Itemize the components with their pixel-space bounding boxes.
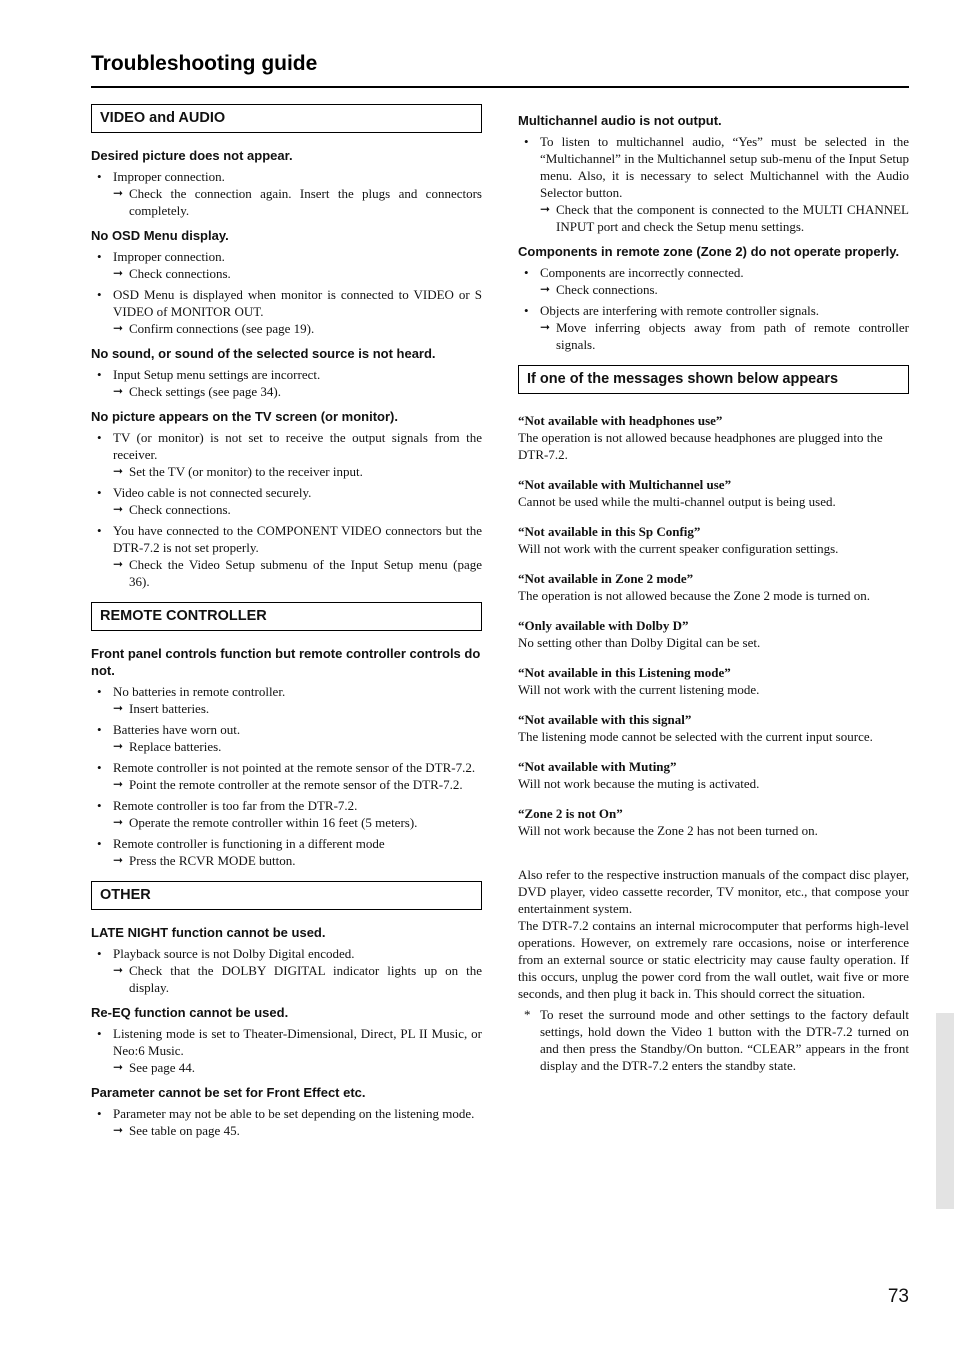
cause-text: Listening mode is set to Theater-Dimensional, Direct, PL II Music, or Neo:6 Music. xyxy=(113,1026,482,1058)
solution-text: See table on page 45. xyxy=(129,1123,240,1138)
message-title: “Only available with Dolby D” xyxy=(518,618,689,633)
cause-text: To listen to multichannel audio, “Yes” must be selected in the “Multichannel” in the Multichannel setup sub-menu of the Input Setup menu. Also, it is necessary to select Multichannel with the Audio Selector button. xyxy=(540,134,909,200)
cause-item: • Improper connection. ➞ Check the connection again. Insert the plugs and connectors completely. xyxy=(97,169,482,218)
arrow-right-icon: ➞ xyxy=(113,1060,124,1074)
solution xyxy=(113,501,482,518)
cause-text: Video cable is not connected securely. xyxy=(113,485,312,500)
message-title: “Not available in Zone 2 mode” xyxy=(518,571,694,586)
info-paragraph: The DTR-7.2 contains an internal microcomputer that performs high-level operations. However, on extremely rare occasions, noise or interference from an external source or static electricity may cause faulty operation. If this occurs, unplug the power cord from the wall outlet, wait five or more seconds, and then plug it back in. This should correct the situation. xyxy=(518,918,909,1001)
arrow-right-icon: ➞ xyxy=(113,502,124,516)
solution xyxy=(113,700,482,717)
solution-text: Operate the remote controller within 16 feet (5 meters). xyxy=(129,815,418,830)
solution-text: Replace batteries. xyxy=(129,739,222,754)
solution-text: Point the remote controller at the remote sensor of the DTR-7.2. xyxy=(129,777,463,792)
message-title: “Not available in this Listening mode” xyxy=(518,665,731,680)
problem-title: Components in remote zone (Zone 2) do not operate properly. xyxy=(518,244,900,259)
message-title: “Not available with Multichannel use” xyxy=(518,477,732,492)
solution xyxy=(113,776,482,793)
solution xyxy=(113,1059,482,1076)
cause-text: Improper connection. xyxy=(113,169,225,184)
solution-text: Check settings (see page 34). xyxy=(129,384,281,399)
problem-title: Re-EQ function cannot be used. xyxy=(91,1005,289,1020)
cause-item: • To listen to multichannel audio, “Yes” must be selected in the “Multichannel” in the Multichannel setup sub-menu of the Input Setup menu. Also, it is necessary to select Multichannel with the Audio Selector button. ➞ Check that the component is connected to the MULTI CHANNEL INPUT port and check the Setup menu settings. xyxy=(524,134,909,234)
cause-item: • Remote controller is too far from the DTR-7.2. ➞ Operate the remote controller within 16 feet (5 meters). xyxy=(91,797,482,831)
section-heading-remote-controller: REMOTE CONTROLLER xyxy=(91,602,482,631)
solution xyxy=(113,556,482,590)
section-heading-video-audio: VIDEO and AUDIO xyxy=(91,104,482,133)
message-item xyxy=(518,570,909,604)
arrow-right-icon: ➞ xyxy=(113,464,124,478)
solution xyxy=(113,738,482,755)
message-item xyxy=(518,711,909,745)
arrow-right-icon: ➞ xyxy=(113,1123,124,1137)
message-item xyxy=(518,617,909,651)
solution-text: See page 44. xyxy=(129,1060,196,1075)
left-column xyxy=(91,104,482,1143)
cause-item: • Remote controller is functioning in a different mode ➞ Press the RCVR MODE button. xyxy=(91,835,482,869)
arrow-right-icon: ➞ xyxy=(113,853,124,867)
arrow-right-icon: ➞ xyxy=(540,320,551,334)
message-item xyxy=(518,758,909,792)
solution-text: Insert batteries. xyxy=(129,701,210,716)
title-rule xyxy=(91,86,909,88)
solution xyxy=(113,1122,482,1139)
cause-item: • Parameter may not be able to be set depending on the listening mode. ➞ See table on page 45. xyxy=(91,1105,482,1139)
cause-text: OSD Menu is displayed when monitor is connected to VIDEO or S VIDEO of MONITOR OUT. xyxy=(113,287,482,319)
cause-item: • Input Setup menu settings are incorrect. ➞ Check settings (see page 34). xyxy=(91,366,482,400)
problem-title: No picture appears on the TV screen (or monitor). xyxy=(91,409,398,424)
cause-text: Remote controller is not pointed at the remote sensor of the DTR-7.2. xyxy=(113,760,476,775)
cause-text: TV (or monitor) is not set to receive the output signals from the receiver. xyxy=(113,430,482,462)
solution-text: Check connections. xyxy=(129,502,231,517)
cause-item: • Objects are interfering with remote controller signals. ➞ Move inferring objects away from path of remote controller signals. xyxy=(524,303,909,352)
message-desc: The operation is not allowed because the Zone 2 mode is turned on. xyxy=(518,588,870,603)
message-list xyxy=(518,412,909,839)
cause-text: Parameter may not be able to be set depending on the listening mode. xyxy=(113,1106,475,1121)
cause-text: Objects are interfering with remote controller signals. xyxy=(540,303,820,318)
asterisk-icon: * xyxy=(524,1007,531,1022)
cause-item: • You have connected to the COMPONENT VIDEO connectors but the DTR-7.2 is not set properly. ➞ Check the Video Setup submenu of the Input Setup menu (page 36). xyxy=(97,523,482,589)
solution xyxy=(540,319,909,353)
problem-title: Parameter cannot be set for Front Effect etc. xyxy=(91,1085,366,1100)
cause-item: • Components are incorrectly connected. ➞ Check connections. xyxy=(518,264,909,298)
message-title: “Not available with this signal” xyxy=(518,712,692,727)
arrow-right-icon: ➞ xyxy=(113,739,124,753)
solution xyxy=(540,281,909,298)
solution-text: Check that the component is connected to the MULTI CHANNEL INPUT port and check the Setup menu settings. xyxy=(556,202,909,234)
page-title: Troubleshooting guide xyxy=(91,52,318,75)
message-desc: Will not work because the muting is activated. xyxy=(518,776,760,791)
message-title: “Not available in this Sp Config” xyxy=(518,524,701,539)
right-column xyxy=(518,104,909,1074)
message-desc: Will not work because the Zone 2 has not been turned on. xyxy=(518,823,818,838)
cause-item: • Batteries have worn out. ➞ Replace batteries. xyxy=(91,721,482,755)
problem-title: No OSD Menu display. xyxy=(91,228,229,243)
problem-title: Desired picture does not appear. xyxy=(91,148,293,163)
arrow-right-icon: ➞ xyxy=(113,701,124,715)
solution xyxy=(113,814,482,831)
arrow-right-icon: ➞ xyxy=(113,777,124,791)
message-title: “Not available with Muting” xyxy=(518,759,677,774)
message-title: “Not available with headphones use” xyxy=(518,413,723,428)
cause-text: Remote controller is too far from the DTR-7.2. xyxy=(113,798,358,813)
message-desc: Will not work with the current speaker configuration settings. xyxy=(518,541,839,556)
message-item xyxy=(518,476,909,510)
solution xyxy=(113,463,482,480)
problem-title: Multichannel audio is not output. xyxy=(518,113,722,128)
cause-item: • Improper connection. ➞ Check connections. xyxy=(91,248,482,282)
cause-text: Improper connection. xyxy=(113,249,225,264)
cause-item: • Remote controller is not pointed at the remote sensor of the DTR-7.2. ➞ Point the remote controller at the remote sensor of the DTR-7.2. xyxy=(91,759,482,793)
solution xyxy=(113,852,482,869)
cause-item: • OSD Menu is displayed when monitor is connected to VIDEO or S VIDEO of MONITOR OUT. ➞ Confirm connections (see page 19). xyxy=(97,287,482,336)
cause-item: • Video cable is not connected securely. ➞ Check connections. xyxy=(91,484,482,518)
cause-item: • Listening mode is set to Theater-Dimensional, Direct, PL II Music, or Neo:6 Music. ➞ See page 44. xyxy=(97,1026,482,1075)
message-item xyxy=(518,523,909,557)
solution-text: Check connections. xyxy=(129,266,231,281)
message-item xyxy=(518,805,909,839)
message-desc: The listening mode cannot be selected with the current input source. xyxy=(518,729,873,744)
cause-text: Remote controller is functioning in a different mode xyxy=(113,836,385,851)
arrow-right-icon: ➞ xyxy=(113,557,124,571)
solution-text: Press the RCVR MODE button. xyxy=(129,853,296,868)
solution xyxy=(113,265,482,282)
page-edge-tab xyxy=(936,1013,954,1209)
cause-text: Playback source is not Dolby Digital encoded. xyxy=(113,946,355,961)
cause-text: Input Setup menu settings are incorrect. xyxy=(113,367,321,382)
message-item xyxy=(518,664,909,698)
arrow-right-icon: ➞ xyxy=(113,266,124,280)
solution xyxy=(540,201,909,235)
section-heading-other: OTHER xyxy=(91,881,482,910)
solution xyxy=(113,962,482,996)
solution-text: Move inferring objects away from path of remote controller signals. xyxy=(556,320,909,352)
problem-title: No sound, or sound of the selected source is not heard. xyxy=(91,346,436,361)
message-desc: No setting other than Dolby Digital can be set. xyxy=(518,635,761,650)
message-item xyxy=(518,412,909,463)
cause-text: You have connected to the COMPONENT VIDEO connectors but the DTR-7.2 is not set properly. xyxy=(113,523,482,555)
message-desc: Will not work with the current listening mode. xyxy=(518,682,760,697)
solution-text: Check the Video Setup submenu of the Input Setup menu (page 36). xyxy=(129,557,482,589)
arrow-right-icon: ➞ xyxy=(113,815,124,829)
cause-text: No batteries in remote controller. xyxy=(113,684,286,699)
problem-title: Front panel controls function but remote controller controls do not. xyxy=(91,646,481,678)
arrow-right-icon: ➞ xyxy=(540,282,551,296)
arrow-right-icon: ➞ xyxy=(113,321,124,335)
problem-title: LATE NIGHT function cannot be used. xyxy=(91,925,326,940)
arrow-right-icon: ➞ xyxy=(113,186,124,200)
solution xyxy=(113,185,482,219)
page-number: 73 xyxy=(887,1286,909,1307)
arrow-right-icon: ➞ xyxy=(113,963,124,977)
cause-text: Components are incorrectly connected. xyxy=(540,265,744,280)
solution xyxy=(113,320,482,337)
message-desc: The operation is not allowed because headphones are plugged into the DTR-7.2. xyxy=(518,430,883,462)
note-text: To reset the surround mode and other settings to the factory default settings, hold down the Video 1 button with the DTR-7.2 turned on and then press the Standby/On button. “CLEAR” appears in the front display and the DTR-7.2 enters the standby state. xyxy=(540,1007,909,1073)
info-paragraph: Also refer to the respective instruction manuals of the compact disc player, DVD player, video cassette recorder, TV monitor, etc., that compose your entertainment system. xyxy=(518,867,909,916)
cause-item: • Playback source is not Dolby Digital encoded. ➞ Check that the DOLBY DIGITAL indicator lights up on the display. xyxy=(97,946,482,995)
cause-text: Batteries have worn out. xyxy=(113,722,241,737)
solution-text: Set the TV (or monitor) to the receiver input. xyxy=(129,464,363,479)
message-desc: Cannot be used while the multi-channel output is being used. xyxy=(518,494,836,509)
solution-text: Confirm connections (see page 19). xyxy=(129,321,315,336)
solution-text: Check that the DOLBY DIGITAL indicator lights up on the display. xyxy=(129,963,482,995)
reset-note xyxy=(518,1006,909,1074)
solution-text: Check the connection again. Insert the plugs and connectors completely. xyxy=(129,186,482,218)
cause-item: • TV (or monitor) is not set to receive the output signals from the receiver. ➞ Set the TV (or monitor) to the receiver input. xyxy=(97,430,482,479)
cause-item: • No batteries in remote controller. ➞ Insert batteries. xyxy=(91,683,482,717)
solution-text: Check connections. xyxy=(556,282,658,297)
arrow-right-icon: ➞ xyxy=(113,384,124,398)
message-title: “Zone 2 is not On” xyxy=(518,806,623,821)
solution xyxy=(113,383,482,400)
arrow-right-icon: ➞ xyxy=(540,202,551,216)
section-heading-messages: If one of the messages shown below appears xyxy=(518,365,909,394)
